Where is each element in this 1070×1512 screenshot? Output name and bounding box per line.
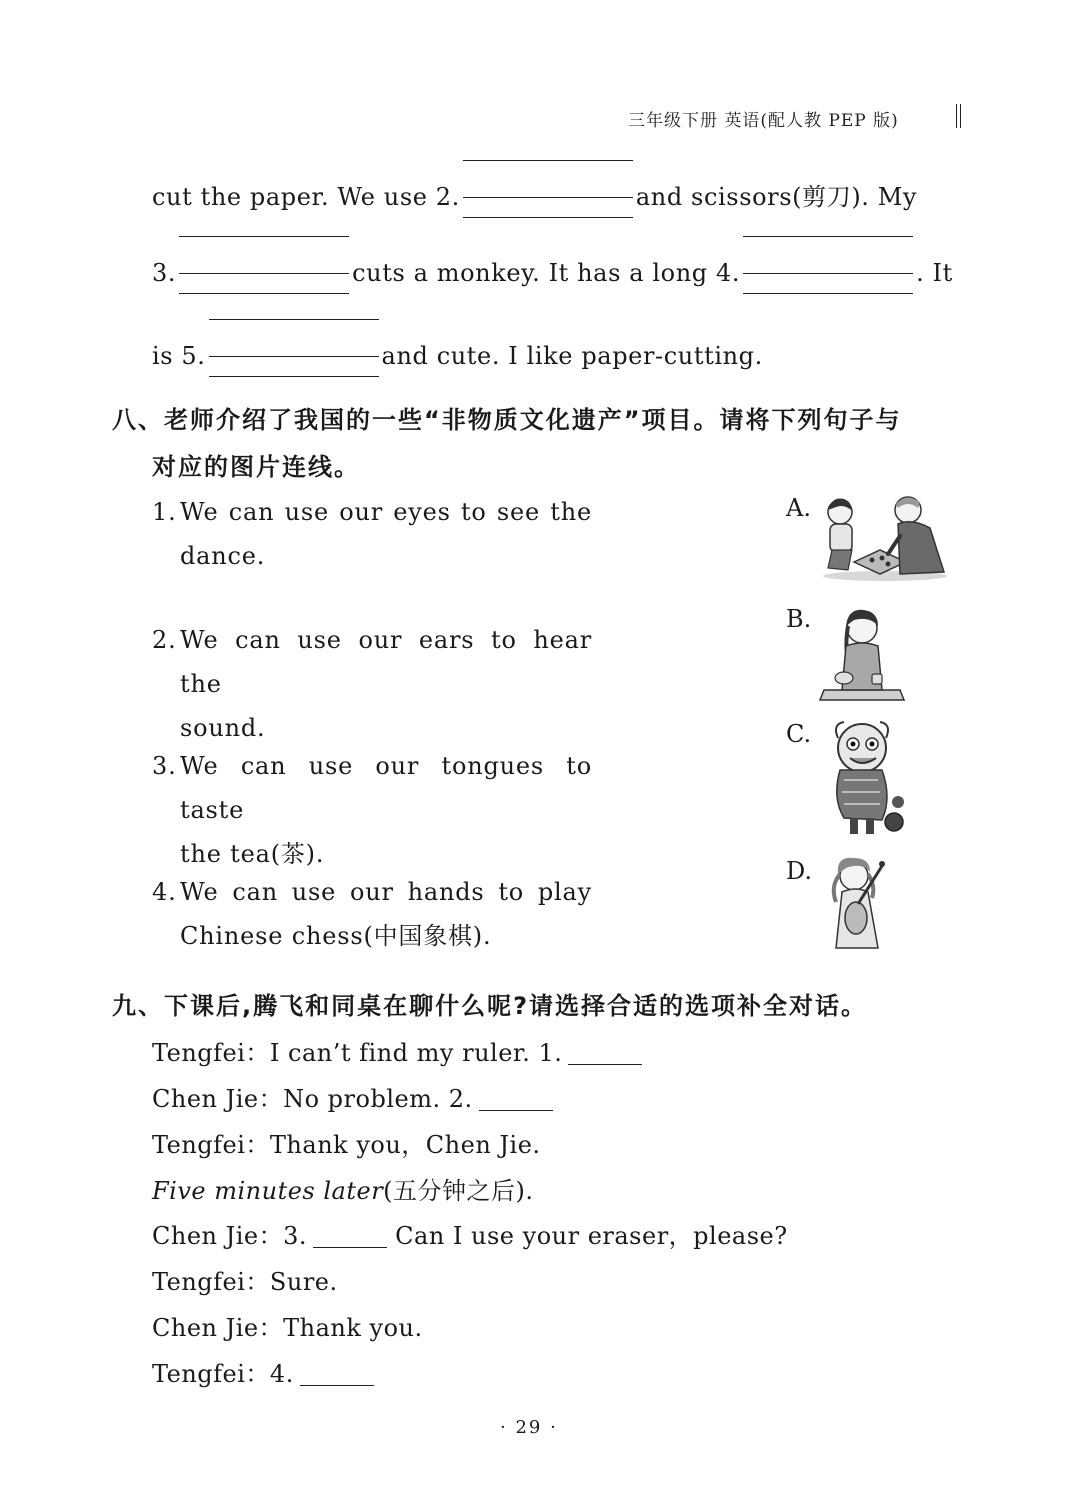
- dialogue-line-6: [152, 1262, 338, 1297]
- section-8-title-cont: 对应的图片连线。: [152, 453, 360, 481]
- passage-line-1: [152, 177, 917, 212]
- item-number: 2.: [152, 626, 177, 654]
- dialogue-line-4: [152, 1171, 534, 1206]
- dialogue-line-8: [152, 1354, 374, 1389]
- answer-blank-5[interactable]: [209, 346, 379, 370]
- dialogue-line-3: [152, 1125, 541, 1160]
- match-item-3[interactable]: [152, 744, 592, 876]
- item-number: 1.: [152, 498, 177, 526]
- section-8-title: 八、老师介绍了我国的一些“非物质文化遗产”项目。请将下列句子与: [112, 406, 902, 434]
- item-number: 3.: [152, 752, 177, 780]
- dialogue-line-5: [152, 1216, 788, 1251]
- passage-text: and scissors(剪刀). My: [635, 183, 918, 211]
- passage-text: 3.: [152, 259, 177, 287]
- match-item-1[interactable]: [152, 490, 592, 578]
- passage-line-3: [152, 342, 763, 370]
- passage-line-2: [152, 259, 953, 287]
- tea-girl-picture[interactable]: [818, 604, 906, 704]
- answer-blank-2[interactable]: [463, 187, 633, 211]
- dialogue-text: Tengfei：I can’t find my ruler. 1.: [152, 1039, 563, 1067]
- answer-blank-d4[interactable]: [300, 1363, 374, 1386]
- stage-direction: Five minutes later: [152, 1177, 384, 1205]
- match-item-4[interactable]: [152, 870, 592, 958]
- passage-text: and cute. I like paper-cutting.: [381, 342, 763, 370]
- dialogue-text: Can I use your eraser，please?: [395, 1222, 788, 1250]
- option-label-c: C.: [786, 720, 812, 748]
- match-item-2[interactable]: [152, 618, 592, 750]
- answer-blank-d1[interactable]: [568, 1042, 642, 1065]
- pipa-girl-picture[interactable]: [822, 852, 894, 952]
- lion-dance-picture[interactable]: [822, 718, 908, 840]
- dialogue-text: Tengfei：Sure.: [152, 1268, 338, 1296]
- passage-text: cuts a monkey. It has a long 4.: [352, 259, 741, 287]
- page-number: · 29 ·: [500, 1417, 558, 1438]
- dialogue-text: Chen Jie：No problem. 2.: [152, 1085, 473, 1113]
- dialogue-text: (五分钟之后).: [383, 1177, 534, 1205]
- option-label-b: B.: [786, 605, 812, 633]
- item-text: the tea(茶).: [180, 840, 325, 868]
- answer-blank-3[interactable]: [179, 263, 349, 287]
- item-text: dance.: [180, 542, 266, 570]
- item-number: 4.: [152, 878, 177, 906]
- passage-text: is 5.: [152, 342, 206, 370]
- option-label-a: A.: [786, 494, 811, 522]
- item-text: Chinese chess(中国象棋).: [180, 922, 492, 950]
- dialogue-line-1: [152, 1033, 642, 1068]
- section-9-title: 九、下课后,腾飞和同桌在聊什么呢?请选择合适的选项补全对话。: [112, 992, 868, 1020]
- running-header: 三年级下册 英语(配人教 PEP 版): [628, 111, 899, 131]
- item-text: We can use our eyes to see the: [180, 498, 592, 526]
- answer-blank-d2[interactable]: [479, 1088, 553, 1111]
- dialogue-text: Chen Jie：Thank you.: [152, 1314, 423, 1342]
- dialogue-text: Chen Jie：3.: [152, 1222, 308, 1250]
- item-text: We can use our tongues to taste: [180, 752, 592, 824]
- dialogue-text: Tengfei：Thank you，Chen Jie.: [152, 1131, 541, 1159]
- answer-blank-4[interactable]: [743, 263, 913, 287]
- dialogue-line-7: [152, 1308, 423, 1343]
- option-label-d: D.: [786, 857, 813, 885]
- dialogue-line-2: [152, 1079, 553, 1114]
- item-text: sound.: [180, 714, 266, 742]
- answer-blank-d3[interactable]: [313, 1225, 387, 1248]
- item-text: We can use our hands to play: [180, 878, 592, 906]
- header-bar-decoration: [956, 104, 961, 128]
- passage-text: cut the paper. We use 2.: [152, 183, 460, 211]
- passage-text: . It: [916, 259, 953, 287]
- dialogue-text: Tengfei：4.: [152, 1360, 294, 1388]
- item-text: We can use our ears to hear the: [180, 626, 592, 698]
- chess-players-picture[interactable]: [820, 490, 950, 582]
